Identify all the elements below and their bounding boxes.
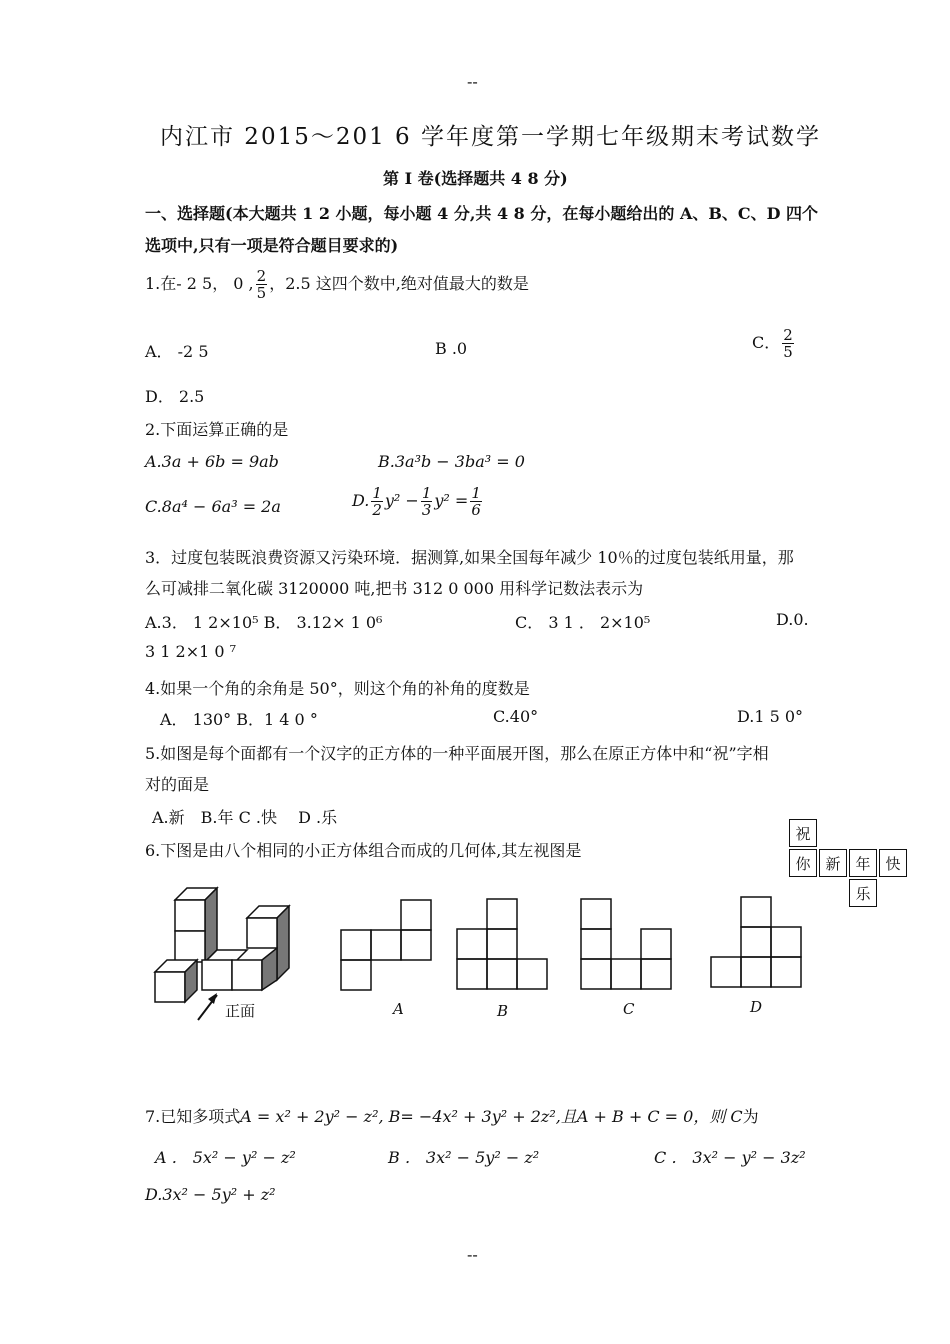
- grid-cell: [581, 929, 611, 959]
- q2-d-n1: 1: [372, 484, 382, 502]
- q7-option-a: A ． 5x² − y² − z²: [155, 1148, 296, 1167]
- net-cell-xin: 新: [819, 849, 847, 877]
- view-option-c: [580, 898, 675, 990]
- solid-face: [175, 900, 205, 931]
- q5-options: A.新 B.年 C .快 D .乐: [152, 808, 338, 827]
- grid-cell: [741, 897, 771, 927]
- q1-c-fraction: [782, 327, 794, 360]
- solid-face: [155, 972, 185, 1002]
- q4-stem: 4.如果一个角的余角是 50°，则这个角的补角的度数是: [145, 679, 530, 698]
- q2-d-mid2: y² =: [434, 491, 469, 510]
- label-b: B: [497, 1002, 509, 1020]
- q3-line1: 3．过度包装既浪费资源又污染环境．据测算,如果全国每年减少 10％的过度包装纸用量，那: [145, 548, 794, 567]
- q7-eq: A + B + C = 0，则: [576, 1107, 726, 1126]
- part1-intro-line2: 选项中,只有一项是符合题目要求的): [145, 236, 399, 255]
- q3-option-ab: A.3． 1 2×10⁵ B． 3.12× 1 0⁶: [145, 613, 383, 632]
- q5-line2: 对的面是: [145, 775, 210, 794]
- q3-option-c: C． 3 1 ． 2×10⁵: [515, 613, 651, 632]
- q2-d-n3: 1: [471, 484, 481, 502]
- section-heading: 第 I 卷(选择题共 4 8 分): [383, 169, 568, 188]
- net-cell-ni: 你: [789, 849, 817, 877]
- q1-frac-num: 2: [256, 267, 267, 285]
- grid-cell: [457, 959, 487, 989]
- q4-option-ab: A． 130° B．1 4 0 °: [160, 710, 318, 729]
- grid-cell: [581, 899, 611, 929]
- q2-d-n2: 1: [421, 484, 432, 502]
- q1-c-prefix: C．: [752, 333, 781, 352]
- q1-stem: [145, 268, 529, 301]
- footer-mark: --: [467, 1245, 478, 1264]
- grid-cell: [771, 927, 801, 957]
- grid-cell: [341, 960, 371, 990]
- grid-cell: [641, 959, 671, 989]
- net-cell-zhu: 祝: [789, 819, 817, 847]
- grid-cell: [641, 929, 671, 959]
- q7-stem: [145, 1104, 759, 1127]
- q2-option-d: [352, 485, 484, 518]
- q3-option-d2: 3 1 2×1 0 ⁷: [145, 642, 237, 661]
- q1-prefix: 1.在- 2 5， 0 ,: [145, 274, 254, 293]
- grid-cell: [581, 959, 611, 989]
- view-option-d: [710, 896, 805, 988]
- q2-d-d1: 2: [372, 501, 382, 519]
- q6-stem: 6.下图是由八个相同的小正方体组合而成的几何体,其左视图是: [145, 841, 582, 860]
- grid-cell: [517, 959, 547, 989]
- solid-face: [277, 906, 289, 980]
- q2-d-prefix: D.: [352, 491, 370, 510]
- grid-cell: [741, 957, 771, 987]
- q7-c: C: [730, 1107, 743, 1126]
- grid-cell: [341, 930, 371, 960]
- q2-stem: 2.下面运算正确的是: [145, 420, 289, 439]
- q1-option-d: D． 2.5: [145, 387, 205, 406]
- q1-suffix: ，2.5 这四个数中,绝对值最大的数是: [269, 274, 529, 293]
- q2-d-frac1: [371, 485, 383, 518]
- q2-option-a: A.3a + 6b = 9ab: [145, 452, 279, 471]
- grid-cell: [487, 959, 517, 989]
- solid-face: [202, 960, 232, 990]
- q2-d-frac2: [421, 485, 433, 518]
- header-mark: --: [467, 72, 478, 91]
- grid-cell: [611, 959, 641, 989]
- grid-cell: [771, 957, 801, 987]
- q7-option-b: B ． 3x² − 5y² − z²: [388, 1148, 540, 1167]
- q2-option-b: B.3a³b − 3ba³ = 0: [378, 452, 525, 471]
- grid-cell: [401, 900, 431, 930]
- net-cell-kuai: 快: [879, 849, 907, 877]
- net-cell-nian: 年: [849, 849, 877, 877]
- label-c: C: [623, 1000, 635, 1018]
- solid-face: [247, 918, 277, 948]
- q2-d-d3: 6: [471, 501, 481, 519]
- grid-cell: [487, 929, 517, 959]
- solid-face: [175, 931, 205, 962]
- q7-prefix: 7.已知多项式: [145, 1107, 241, 1126]
- q3-option-d1: D.0.: [776, 610, 809, 629]
- q4-option-c: C.40°: [493, 707, 539, 726]
- q1-frac-den: 5: [256, 284, 267, 302]
- label-a: A: [393, 1000, 404, 1018]
- grid-cell: [371, 930, 401, 960]
- q1-option-a: A． -2 5: [145, 342, 209, 361]
- q2-d-frac3: [470, 485, 482, 518]
- q7-option-c: C ． 3x² − y² − 3z²: [654, 1148, 806, 1167]
- grid-cell: [401, 930, 431, 960]
- q1-option-b: B .0: [435, 339, 468, 358]
- grid-cell: [741, 927, 771, 957]
- q7-option-d: D.3x² − 5y² + z²: [145, 1185, 276, 1204]
- front-arrow-head: [208, 993, 217, 1004]
- net-cell-le: 乐: [849, 879, 877, 907]
- grid-cell: [487, 899, 517, 929]
- grid-cell: [711, 957, 741, 987]
- q7-expr: A = x² + 2y² − z², B= −4x² + 3y² + 2z²,且: [240, 1107, 577, 1126]
- q1-c-den: 5: [783, 343, 793, 361]
- q7-end: 为: [742, 1107, 759, 1126]
- q1-c-num: 2: [783, 326, 793, 344]
- q5-line1: 5.如图是每个面都有一个汉字的正方体的一种平面展开图，那么在原正方体中和“祝”字相: [145, 744, 769, 763]
- view-option-b: [456, 898, 551, 990]
- q2-d-d2: 3: [421, 501, 432, 519]
- q3-line2: 么可减排二氧化碳 3120000 吨,把书 312 0 000 用科学记数法表示为: [145, 579, 644, 598]
- q4-option-d: D.1 5 0°: [737, 707, 804, 726]
- solid-face: [232, 960, 262, 990]
- part1-intro-line1: 一、选择题(本大题共 1 2 小题，每小题 4 分,共 4 8 分，在每小题给出的 A、B、C、D 四个: [145, 204, 819, 223]
- label-d: D: [750, 998, 763, 1016]
- grid-cell: [457, 929, 487, 959]
- q2-option-c: C.8a⁴ − 6a³ = 2a: [145, 497, 281, 516]
- view-option-a: [340, 899, 435, 991]
- q2-d-mid: y² −: [384, 491, 419, 510]
- q1-fraction: [256, 268, 268, 301]
- solid-face: [262, 948, 277, 990]
- page-title: 内江市 2015～201 6 学年度第一学期七年级期末考试数学: [160, 124, 821, 150]
- q1-option-c: [752, 327, 796, 360]
- front-label: 正面: [225, 1002, 256, 1020]
